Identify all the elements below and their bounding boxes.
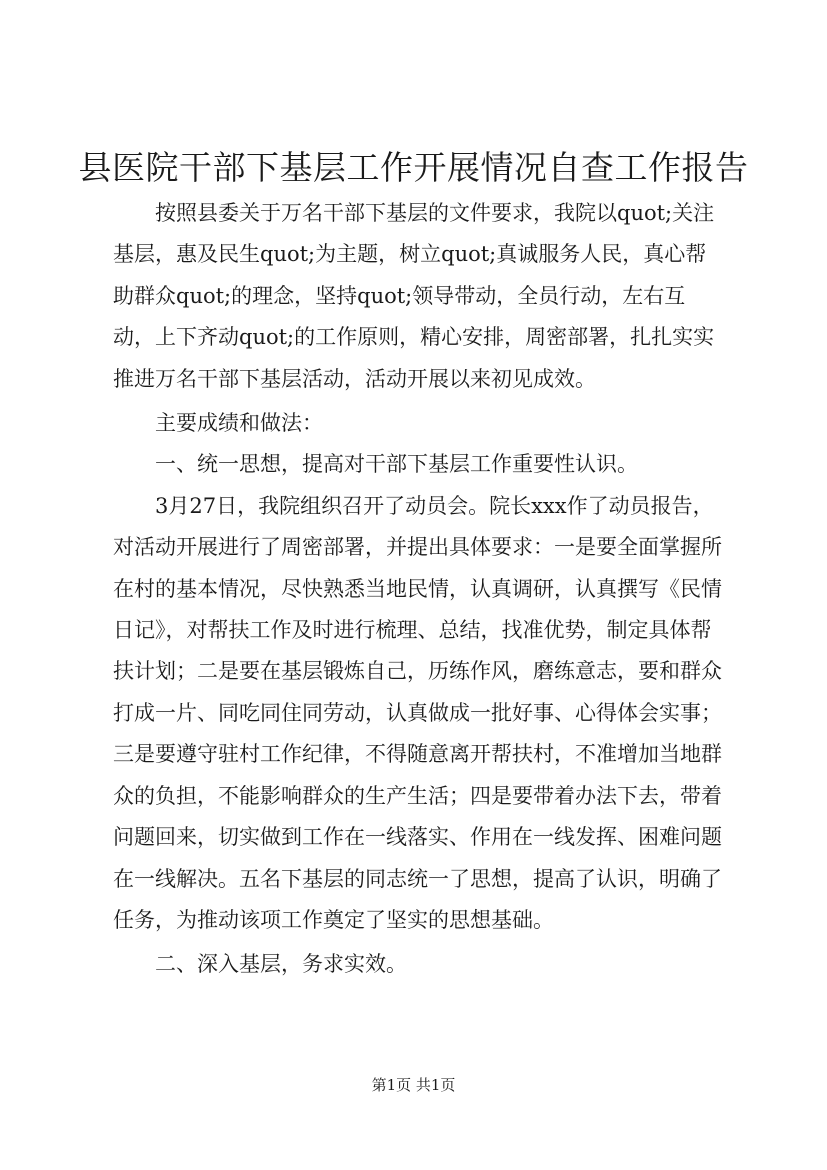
- document-body: [113, 193, 723, 986]
- paragraph-section-one-heading: 一、统一思想，提高对干部下基层工作重要性认识。: [155, 452, 638, 477]
- paragraph-main-achievements-heading: 主要成绩和做法：: [155, 411, 323, 436]
- paragraph-section-two-heading: 二、深入基层，务求实效。: [155, 952, 407, 977]
- paragraph-mobilization-meeting: 3月27日，我院组织召开了动员会。院长xxx作了动员报告，对活动开展进行了周密部署，并提出具体要求：一是要全面掌握所在村的基本情况，尽快熟悉当地民情，认真调研，认真撰写《民情日记》，对帮扶工作及时进行梳理、总结，找准优势，制定具体帮扶计划；二是要在基层锻炼自己，历练作风，磨练意志，要和群众打成一片、同吃同住同劳动，认真做成一批好事、心得体会实事；三是要遵守驻村工作纪律，不得随意离开帮扶村，不准增加当地群众的负担，不能影响群众的生产生活；四是要带着办法下去，带着问题回来，切实做到工作在一线落实、作用在一线发挥、困难问题在一线解决。五名下基层的同志统一了思想，提高了认识，明确了任务，为推动该项工作奠定了坚实的思想基础。: [113, 493, 722, 932]
- document-title: 县医院干部下基层工作开展情况自查工作报告: [78, 148, 749, 187]
- page-number-footer: 第1页 共1页: [371, 1076, 456, 1094]
- paragraph-intro: 按照县委关于万名干部下基层的文件要求，我院以quot;关注基层，惠及民生quot;为主题，树立quot;真诚服务人民，真心帮助群众quot;的理念，坚持quot;领导带动，全员行动，左右互动，上下齐动quot;的工作原则，精心安排，周密部署，扎扎实实推进万名干部下基层活动，活动开展以来初见成效。: [113, 201, 715, 391]
